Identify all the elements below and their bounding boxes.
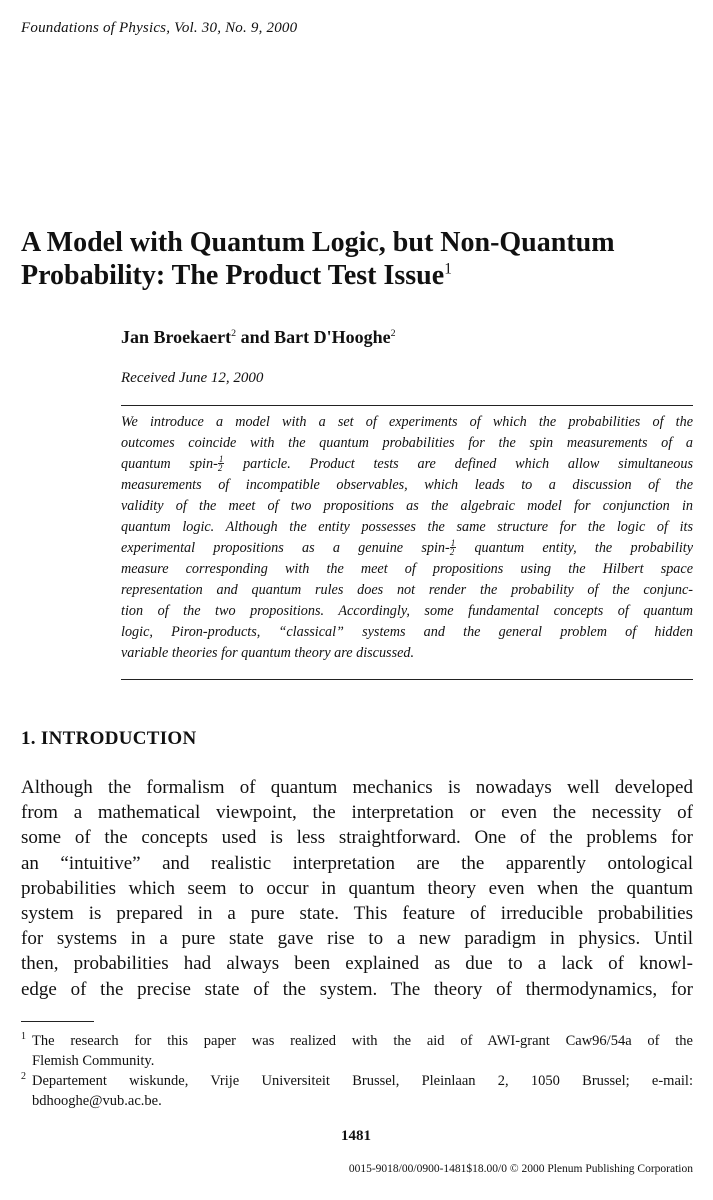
article-title: [21, 226, 701, 292]
abstract-line: representation and quantum rules does not render the probability of the conjunc-: [121, 582, 693, 598]
footnote-mark: 2: [21, 1071, 26, 1082]
author-name: Bart D'Hooghe: [274, 327, 391, 347]
abstract-bottom-rule: [121, 679, 693, 680]
abstract-text: particle. Product tests are defined which allow simultaneous: [224, 456, 694, 472]
body-line: then, probabilities had always been explained as due to a lack of knowl-: [21, 953, 693, 975]
fraction-numerator: 1: [218, 454, 224, 464]
abstract-line: validity of the meet of two propositions as the algebraic model for conjunction in: [121, 498, 693, 514]
abstract-text: quantum spin-: [121, 456, 218, 472]
abstract-line: variable theories for quantum theory are discussed.: [121, 645, 415, 661]
author-name: Jan Broekaert: [121, 327, 232, 347]
abstract-line: measure corresponding with the meet of propositions using the Hilbert space: [121, 561, 693, 577]
footnote-email-link[interactable]: bdhooghe@vub.ac.be.: [32, 1093, 162, 1109]
title-line-1: A Model with Quantum Logic, but Non-Quantum: [21, 227, 615, 258]
footnote-2: [21, 1071, 693, 1111]
abstract-line: logic, Piron-products, “classical” systems and the general problem of hidden: [121, 624, 693, 640]
abstract-line: outcomes coincide with the quantum probabilities for the spin measurements of a: [121, 435, 693, 451]
footnote-line: Departement wiskunde, Vrije Universiteit Brussel, Pleinlaan 2, 1050 Brussel; e-mail:: [32, 1073, 693, 1089]
author-affiliation-mark[interactable]: 2: [390, 328, 396, 339]
abstract-line: quantum logic. Although the entity possesses the same structure for the logic of its: [121, 519, 693, 535]
abstract: [121, 412, 693, 664]
body-line: Although the formalism of quantum mechanics is nowadays well developed: [21, 777, 693, 798]
fraction-denominator: 2: [449, 547, 455, 557]
footnote-rule: [21, 1021, 94, 1022]
author-connector: and: [240, 327, 270, 347]
page-number: 1481: [341, 1128, 371, 1144]
abstract-text: quantum entity, the probability: [456, 540, 693, 556]
footnote-mark: 1: [21, 1031, 26, 1042]
journal-citation: Foundations of Physics, Vol. 30, No. 9, 2000: [21, 20, 298, 36]
footnote-1: [21, 1031, 693, 1071]
body-line: edge of the precise state of the system. The theory of thermodynamics, for: [21, 978, 693, 1000]
body-line: an “intuitive” and realistic interpretation are the apparently ontological: [21, 852, 693, 874]
abstract-text: experimental propositions as a genuine spin-: [121, 540, 450, 556]
body-line: from a mathematical viewpoint, the interpretation or even the necessity of: [21, 802, 693, 824]
fraction-denominator: 2: [217, 463, 223, 473]
abstract-line: [121, 454, 693, 475]
section-heading: 1. INTRODUCTION: [21, 728, 197, 749]
author-affiliation-mark[interactable]: 2: [231, 328, 237, 339]
abstract-line: [121, 538, 693, 559]
author-list: [121, 327, 396, 348]
body-line: for systems in a pure state gave rise to a new paradigm in physics. Until: [21, 928, 693, 950]
title-footnote-mark[interactable]: 1: [444, 260, 452, 278]
copyright-line: 0015-9018/00/0900-1481$18.00/0 © 2000 Plenum Publishing Corporation: [348, 1163, 693, 1175]
footnote-line: Flemish Community.: [32, 1053, 155, 1069]
body-line: probabilities which seem to occur in quantum theory even when the quantum: [21, 877, 693, 899]
footnote-line: The research for this paper was realized with the aid of AWI-grant Caw96/54a of the: [32, 1033, 693, 1049]
abstract-top-rule: [121, 405, 693, 406]
abstract-line: measurements of incompatible observables, which leads to a discussion of the: [121, 477, 693, 493]
body-line: some of the concepts used is less straightforward. One of the problems for: [21, 827, 693, 849]
body-line: system is prepared in a pure state. This feature of irreducible probabilities: [21, 903, 693, 925]
body-paragraph: [21, 775, 693, 1002]
title-line-2: Probability: The Product Test Issue: [21, 260, 445, 291]
abstract-line: tion of the two propositions. Accordingly, some fundamental concepts of quantum: [121, 603, 693, 619]
abstract-line: We introduce a model with a set of experiments of which the probabilities of the: [121, 414, 693, 430]
fraction-numerator: 1: [450, 538, 456, 548]
footnotes: [21, 1031, 693, 1111]
received-date: Received June 12, 2000: [121, 370, 264, 386]
